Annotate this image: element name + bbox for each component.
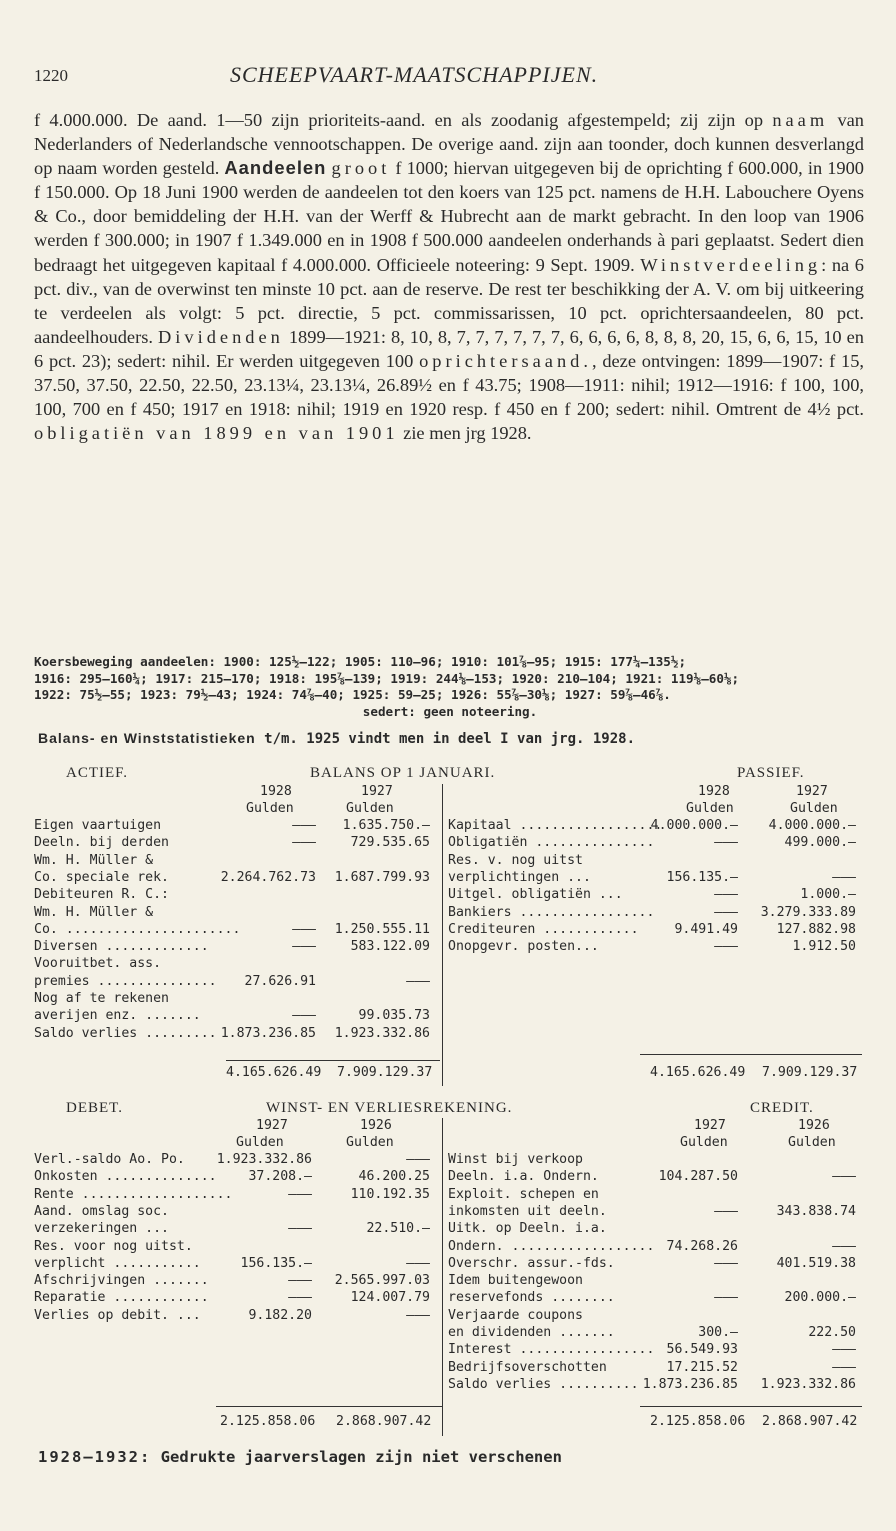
row-label: Verl.-saldo Ao. Po. [34, 1152, 185, 1167]
winst-right-total: 2.125.858.06 [650, 1414, 746, 1429]
row-label: premies ............... [34, 973, 217, 989]
row-value: ——— [292, 818, 316, 833]
winst-unit: Gulden [236, 1135, 284, 1150]
row-label: Winst bij verkoop [448, 1152, 583, 1167]
row-label: Crediteuren ............ [448, 921, 639, 937]
row-value: 22.510.— [366, 1221, 430, 1237]
row-label: Debiteuren R. C.: [34, 887, 169, 903]
row-value: 110.192.35 [350, 1186, 430, 1202]
row-value: 124.007.79 [350, 1290, 430, 1306]
row-label: Bankiers ................. [448, 904, 655, 920]
row-label: Wm. H. Müller & [34, 904, 154, 920]
row-label: Res. v. nog uitst [448, 852, 583, 868]
koers-line: Koersbeweging aandeelen: 1900: 125½—122; 1905: 110—96; 1910: 101⅞—95; 1915: 177¼—135½; [34, 654, 687, 669]
row-value: 27.626.91 [244, 973, 316, 989]
row-value: 343.838.74 [776, 1203, 856, 1219]
row-label: verplicht ........... [34, 1255, 201, 1271]
row-label: Idem buitengewoon [448, 1273, 583, 1289]
winst-left-total: 2.868.907.42 [336, 1414, 432, 1429]
row-label: verzekeringen ... [34, 1221, 169, 1237]
row-value: 401.519.38 [776, 1255, 856, 1271]
row-value: 200.000.— [784, 1290, 856, 1306]
winst-year: 1927 [256, 1118, 288, 1133]
paragraph: f 4.000.000. De aand. 1—50 zijn prioriteits-aand. en als zoodanig afgestempeld; zij zijn op naam van Nederlanders of Nederlandsche vennootschappen. De overige aand. zijn aan toonder, doch kunnen desverlangd op naam worden gesteld. Aandeelen groot f 1000; hiervan uitgegeven bij de oprichting f 600.000, in 1900 f 150.000. Op 18 Juni 1900 werden de aandeelen tot den koers van 125 pct. namens de H.H. Labouchere Oyens & Co., door bemiddeling der H.H. van der Werff & Hubrecht aan de markt gebracht. In den loop van 1906 werden f 300.000; in 1907 f 1.349.000 en in 1908 f 500.000 aandeelen onderhands à pari geplaatst. Sedert dien bedraagt het uitgegeven kapitaal f 4.000.000. Officieele noteering: 9 Sept. 1909. Winstverdeeling: na 6 pct. div., van de overwinst ten minste 10 pct. aan de reserve. De rest ter beschikking der A. V. om bij uitkeering te verdeelen als volgt: 5 pct. directie, 5 pct. commissarissen, 10 pct. oprichtersaandeelen, 80 pct. aandeelhouders. Dividenden 1899—1921: 8, 10, 8, 7, 7, 7, 7, 7, 7, 6, 6, 6, 6, 8, 8, 8, 20, 15, 6, 6, 15, 10 en 6 pct. 23); sedert: nihil. Er werden uitgegeven 100 oprichtersaand., deze ontvingen: 1899—1907: f 15, 37.50, 37.50, 22.50, 22.50, 23.13¼, 23.13¼, 26.89½ en f 43.75; 1908—1911: nihil; 1912—1916: f 100, 100, 100, 700 en f 450; 1917 en 1918: nihil; 1919 en 1920 resp. f 450 en f 200; sedert: nihil. Omtrent de 4½ pct. obligatiën van 1899 en van 1901 zie men jrg 1928. [34, 110, 865, 444]
winst-unit: Gulden [680, 1135, 728, 1150]
row-value: 127.882.98 [776, 921, 856, 937]
row-value: ——— [832, 1169, 856, 1185]
page-number: 1220 [34, 66, 68, 85]
koers-line: 1922: 75½—55; 1923: 79½—43; 1924: 74⅞—40; 1925: 59—25; 1926: 55⅞—30⅛; 1927: 59⅞—46⅞. [34, 687, 671, 703]
row-value: ——— [288, 1273, 312, 1289]
balans-left-total: 7.909.129.37 [337, 1065, 433, 1080]
row-label: Wm. H. Müller & [34, 852, 154, 868]
row-value: 1.923.332.86 [216, 1152, 312, 1167]
main-text [34, 108, 864, 445]
row-value: ——— [292, 921, 316, 937]
row-value: 1.873.236.85 [642, 1376, 738, 1392]
koersbeweging [34, 654, 866, 720]
page-header [34, 62, 874, 92]
row-label: Bedrijfsoverschotten [448, 1359, 607, 1375]
row-label: Onopgevr. posten... [448, 939, 599, 955]
balans-year: 1927 [796, 784, 828, 799]
row-label: Aand. omslag soc. [34, 1203, 169, 1219]
balans-left-total: 4.165.626.49 [226, 1065, 322, 1080]
footer-note: 1928—1932: Gedrukte jaarverslagen zijn niet verschenen [38, 1448, 562, 1466]
row-value: 1.923.332.86 [760, 1376, 856, 1392]
total-rule [640, 1406, 862, 1407]
row-value: ——— [406, 1255, 430, 1271]
row-value: ——— [714, 835, 738, 851]
balans-title: BALANS OP 1 JANUARI. [310, 765, 496, 781]
row-value: ——— [288, 1221, 312, 1237]
row-label: Co. ...................... [34, 921, 241, 937]
row-value: ——— [288, 1290, 312, 1306]
row-value: 300.— [698, 1325, 738, 1340]
row-value: ——— [832, 1359, 856, 1375]
row-value: ——— [292, 939, 316, 955]
row-label: verplichtingen ... [448, 869, 591, 885]
row-value: ——— [714, 1203, 738, 1219]
row-value: 1.635.750.— [342, 818, 430, 833]
row-label: Deeln. bij derden [34, 835, 169, 851]
row-value: 1.000.— [800, 887, 856, 903]
balans-right-title: PASSIEF. [737, 765, 805, 781]
winst-title: WINST- EN VERLIESREKENING. [266, 1100, 513, 1116]
row-label: Reparatie ............ [34, 1290, 209, 1306]
row-value: 9.182.20 [248, 1307, 312, 1323]
balans-unit: Gulden [686, 801, 734, 816]
row-label: Diversen ............. [34, 939, 209, 955]
row-value: ——— [832, 1342, 856, 1358]
row-value: 3.279.333.89 [760, 904, 856, 920]
balans-year: 1927 [361, 784, 393, 799]
row-value: 1.923.332.86 [334, 1025, 430, 1041]
balans-right-total: 7.909.129.37 [762, 1065, 858, 1080]
winst-year: 1926 [798, 1118, 830, 1133]
balans-left-title: ACTIEF. [66, 765, 129, 781]
balans-unit: Gulden [790, 801, 838, 816]
balans-right-total: 4.165.626.49 [650, 1065, 746, 1080]
row-value: ——— [714, 1290, 738, 1306]
row-label: Uitgel. obligatiën ... [448, 887, 623, 903]
row-label: inkomsten uit deeln. [448, 1203, 607, 1219]
row-value: 56.549.93 [666, 1342, 738, 1358]
row-label: Deeln. i.a. Ondern. [448, 1169, 599, 1185]
row-value: 729.535.65 [350, 835, 430, 851]
total-rule [640, 1054, 862, 1055]
row-value: ——— [714, 904, 738, 920]
row-value: 499.000.— [784, 835, 856, 851]
row-value: 4.000.000.— [768, 818, 856, 833]
winst-left-total: 2.125.858.06 [220, 1414, 316, 1429]
row-label: Co. speciale rek. [34, 869, 169, 885]
row-value: ——— [714, 939, 738, 955]
row-label: Kapitaal .................. [448, 818, 663, 833]
row-value: 1.873.236.85 [220, 1025, 316, 1041]
row-value: ——— [714, 1255, 738, 1271]
row-value: ——— [406, 1152, 430, 1167]
row-label: Saldo verlies .......... [448, 1376, 639, 1392]
row-label: Saldo verlies ......... [34, 1025, 217, 1041]
row-value: 2.264.762.73 [220, 869, 316, 885]
row-value: 46.200.25 [358, 1169, 430, 1185]
row-label: averijen enz. ....... [34, 1008, 201, 1024]
row-value: ——— [406, 1307, 430, 1323]
row-value: ——— [292, 835, 316, 851]
row-label: Verjaarde coupons [448, 1307, 583, 1323]
balans-unit: Gulden [346, 801, 394, 816]
row-value: 583.122.09 [350, 939, 430, 955]
row-label: reservefonds ........ [448, 1290, 615, 1306]
row-value: 1.912.50 [792, 939, 856, 955]
row-label: Uitk. op Deeln. i.a. [448, 1221, 607, 1237]
row-label: Res. voor nog uitst. [34, 1238, 193, 1254]
row-value: 17.215.52 [666, 1359, 738, 1375]
winst-unit: Gulden [346, 1135, 394, 1150]
row-value: 2.565.997.03 [334, 1273, 430, 1289]
balans-year: 1928 [698, 784, 730, 799]
winst-left-title: DEBET. [66, 1100, 123, 1116]
total-rule [226, 1060, 440, 1061]
row-value: ——— [714, 887, 738, 903]
row-value: ——— [832, 1238, 856, 1254]
row-value: 222.50 [808, 1325, 856, 1340]
winst-year: 1926 [360, 1118, 392, 1133]
row-label: Ondern. .................. [448, 1238, 655, 1254]
row-value: 1.250.555.11 [334, 921, 430, 937]
running-head: SCHEEPVAART-MAATSCHAPPIJEN. [230, 62, 599, 87]
row-value: 9.491.49 [674, 921, 738, 937]
row-label: Obligatiën ............... [448, 835, 655, 851]
column-divider [442, 784, 443, 1086]
total-rule [216, 1406, 442, 1407]
winst-year: 1927 [694, 1118, 726, 1133]
row-label: Overschr. assur.-fds. [448, 1255, 615, 1271]
balans-unit: Gulden [246, 801, 294, 816]
column-divider [442, 1118, 443, 1436]
row-value: 156.135.— [240, 1255, 312, 1271]
row-label: Eigen vaartuigen [34, 818, 162, 833]
winst-right-total: 2.868.907.42 [762, 1414, 858, 1429]
balans-year: 1928 [260, 784, 292, 799]
koers-line: sedert: geen noteering. [362, 703, 538, 719]
row-label: Vooruitbet. ass. [34, 956, 162, 972]
row-value: ——— [288, 1186, 312, 1202]
row-label: en dividenden ....... [448, 1325, 615, 1340]
row-value: ——— [292, 1008, 316, 1024]
row-value: 156.135.— [666, 869, 738, 885]
row-value: 37.208.— [248, 1169, 312, 1185]
koers-line: 1916: 295—160¼; 1917: 215—170; 1918: 195⅞—139; 1919: 244⅛—153; 1920: 210—104; 1921: 119⅛—60⅛; [34, 670, 740, 686]
row-label: Nog af te rekenen [34, 991, 169, 1006]
winst-unit: Gulden [788, 1135, 836, 1150]
row-value: ——— [832, 869, 856, 885]
row-label: Rente ................... [34, 1186, 233, 1202]
balans-note: Balans- en Winststatistieken t/m. 1925 vindt men in deel I van jrg. 1928. [38, 730, 636, 747]
row-label: Onkosten .............. [34, 1169, 217, 1185]
winst-right-title: CREDIT. [750, 1100, 814, 1116]
row-value: 104.287.50 [658, 1169, 738, 1185]
row-label: Exploit. schepen en [448, 1186, 599, 1202]
row-label: Interest ................. [448, 1342, 655, 1358]
row-label: Verlies op debit. ... [34, 1307, 201, 1323]
row-value: 1.687.799.93 [334, 869, 430, 885]
row-value: 99.035.73 [358, 1008, 430, 1024]
row-label: Afschrijvingen ....... [34, 1273, 209, 1289]
row-value: 74.268.26 [666, 1238, 738, 1254]
row-value: ——— [406, 973, 430, 989]
row-value: 4.000.000.— [650, 818, 738, 833]
